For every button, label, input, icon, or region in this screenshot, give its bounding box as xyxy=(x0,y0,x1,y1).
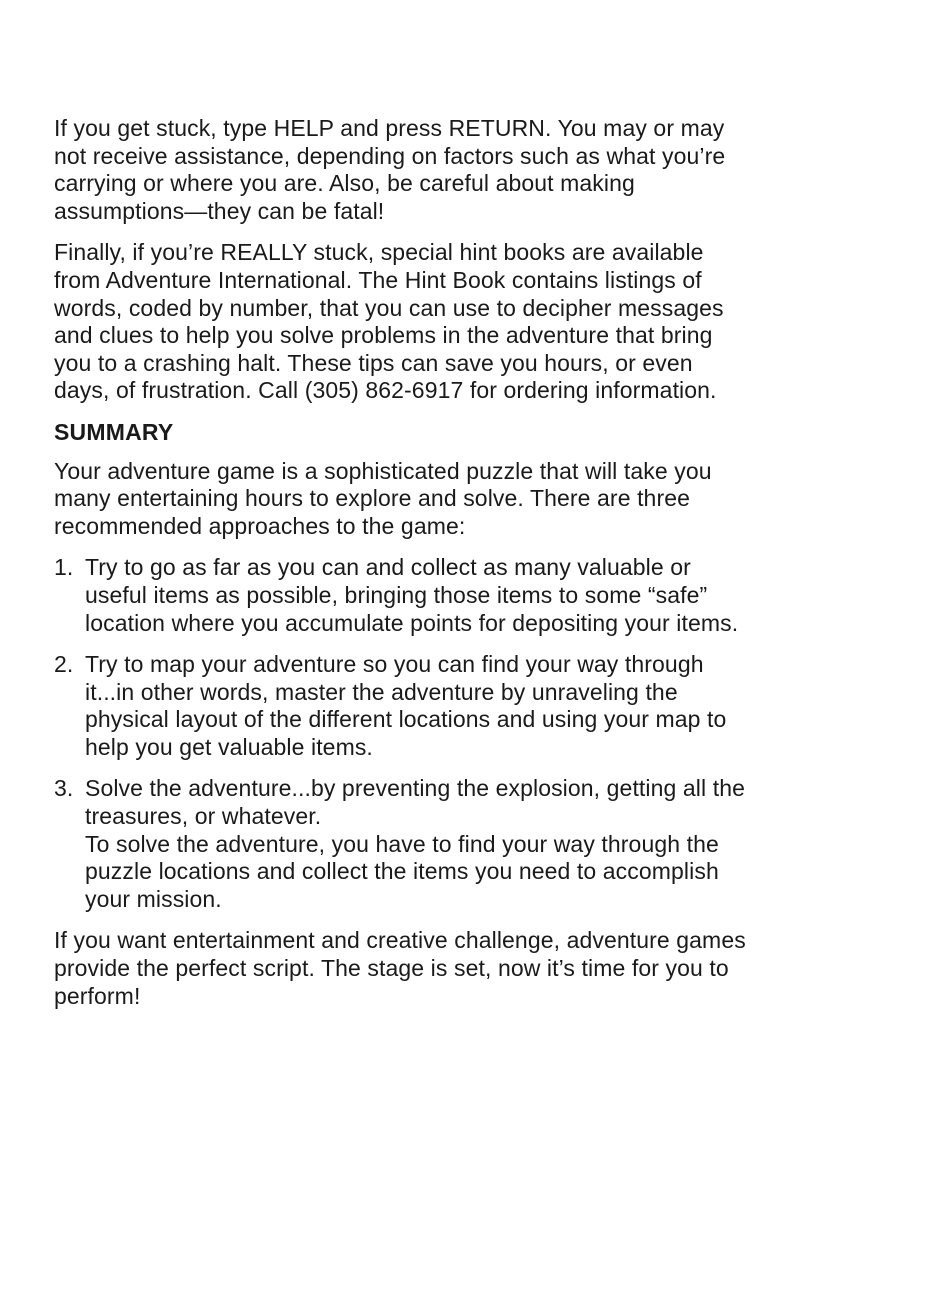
text-line: location where you accumulate points for depositing your items. xyxy=(85,609,739,636)
text-line: many entertaining hours to explore and solve. There are three xyxy=(54,485,690,512)
manual-page xyxy=(54,115,884,1024)
text-line: days, of frustration. Call (305) 862-6917 for ordering information. xyxy=(54,377,717,404)
text-line: from Adventure International. The Hint Book contains listings of xyxy=(54,266,702,293)
text-line: perform! xyxy=(54,982,141,1009)
text-line: Try to map your adventure so you can find your way through xyxy=(85,651,704,678)
text-line: Solve the adventure...by preventing the explosion, getting all the xyxy=(85,775,745,802)
text-line: carrying or where you are. Also, be careful about making xyxy=(54,170,635,197)
text-line: treasures, or whatever. xyxy=(85,803,322,830)
text-line: To solve the adventure, you have to find your way through the xyxy=(85,830,719,857)
summary-intro-paragraph xyxy=(54,458,884,541)
text-line: If you want entertainment and creative challenge, adventure games xyxy=(54,927,746,954)
text-line: Your adventure game is a sophisticated puzzle that will take you xyxy=(54,457,712,484)
text-line: provide the perfect script. The stage is set, now it’s time for you to xyxy=(54,955,729,982)
text-line: words, coded by number, that you can use to decipher messages xyxy=(54,294,724,321)
text-line: useful items as possible, bringing those items to some “safe” xyxy=(85,581,708,608)
text-line: it...in other words, master the adventure by unraveling the xyxy=(85,678,678,705)
text-line: puzzle locations and collect the items you need to accomplish xyxy=(85,858,719,885)
text-line: your mission. xyxy=(85,885,222,912)
hint-book-paragraph xyxy=(54,239,884,405)
text-line: assumptions—they can be fatal! xyxy=(54,197,385,224)
list-item xyxy=(54,651,884,761)
text-line: and clues to help you solve problems in the adventure that bring xyxy=(54,322,713,349)
text-line: physical layout of the different locations and using your map to xyxy=(85,706,727,733)
approaches-list xyxy=(54,554,884,913)
summary-heading: SUMMARY xyxy=(54,418,174,445)
list-item-number: 2. xyxy=(54,651,74,678)
text-line: Finally, if you’re REALLY stuck, special hint books are available xyxy=(54,239,704,266)
closing-paragraph xyxy=(54,927,884,1010)
help-paragraph xyxy=(54,115,884,225)
text-line: not receive assistance, depending on factors such as what you’re xyxy=(54,142,726,169)
list-item-number: 3. xyxy=(54,775,74,802)
text-line: recommended approaches to the game: xyxy=(54,512,466,539)
text-line: help you get valuable items. xyxy=(85,733,373,760)
list-item xyxy=(54,775,884,913)
list-item xyxy=(54,554,884,637)
list-item-number: 1. xyxy=(54,554,74,581)
text-line: If you get stuck, type HELP and press RETURN. You may or may xyxy=(54,115,725,141)
text-line: Try to go as far as you can and collect as many valuable or xyxy=(85,554,691,581)
text-line: you to a crashing halt. These tips can save you hours, or even xyxy=(54,349,693,376)
